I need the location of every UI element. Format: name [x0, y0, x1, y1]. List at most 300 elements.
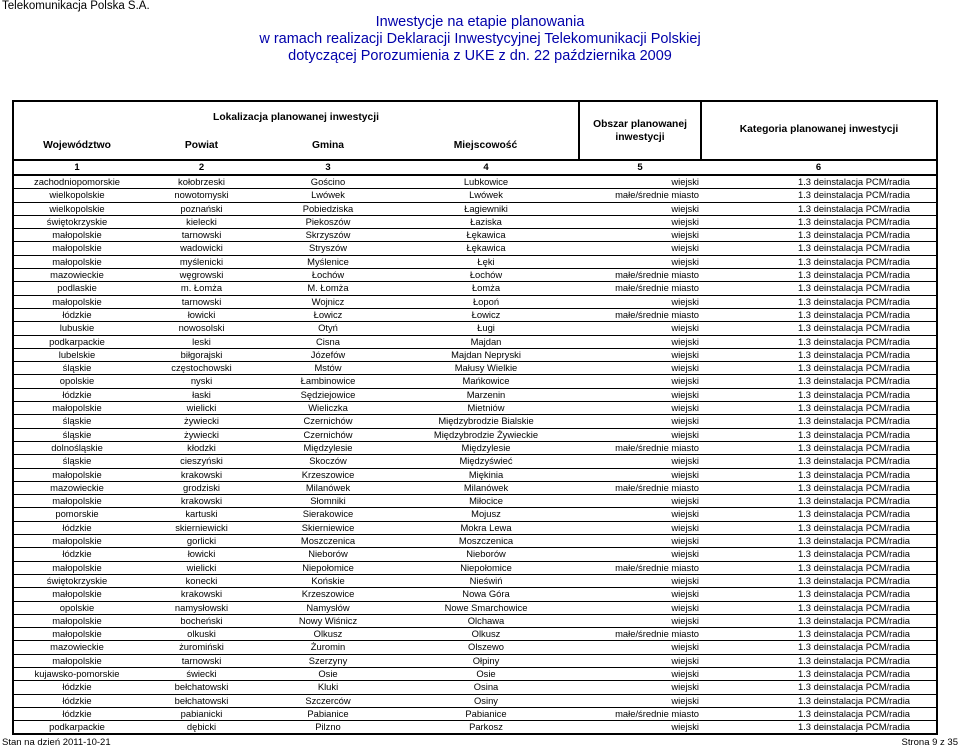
cell-category: 1.3 deinstalacja PCM/radia [701, 322, 937, 335]
cell-commune: Skoczów [263, 455, 393, 468]
cell-locality: Łochów [393, 269, 579, 282]
cell-locality: Ołpiny [393, 654, 579, 667]
cell-area: małe/średnie miasto [579, 269, 701, 282]
cell-voivodeship: podkarpackie [13, 335, 140, 348]
cell-commune: Sierakowice [263, 508, 393, 521]
cell-commune: Słomniki [263, 495, 393, 508]
cell-commune: Mstów [263, 362, 393, 375]
cell-category: 1.3 deinstalacja PCM/radia [701, 654, 937, 667]
cell-area: wiejski [579, 654, 701, 667]
cell-commune: Nowy Wiśnicz [263, 614, 393, 627]
cell-area: wiejski [579, 601, 701, 614]
table-row [13, 495, 937, 508]
table-row [13, 269, 937, 282]
cell-locality: Olkusz [393, 628, 579, 641]
cell-commune: Szczerców [263, 694, 393, 707]
cell-area: wiejski [579, 667, 701, 680]
cell-locality: Międzybrodzie Bialskie [393, 415, 579, 428]
cell-county: kłodzki [140, 441, 263, 454]
cell-commune: Pobiedziska [263, 202, 393, 215]
cell-county: łowicki [140, 548, 263, 561]
cell-commune: Łambinowice [263, 375, 393, 388]
table-row [13, 681, 937, 694]
cell-category: 1.3 deinstalacja PCM/radia [701, 535, 937, 548]
cell-voivodeship: małopolskie [13, 468, 140, 481]
cell-area: wiejski [579, 175, 701, 189]
cell-locality: Pabianice [393, 707, 579, 720]
company-name: Telekomunikacja Polska S.A. [2, 0, 150, 12]
cell-commune: Końskie [263, 574, 393, 587]
cell-area: wiejski [579, 548, 701, 561]
cell-area: wiejski [579, 375, 701, 388]
cell-commune: Sędziejowice [263, 388, 393, 401]
group-header-location: Lokalizacja planowanej inwestycji [13, 101, 579, 134]
cell-voivodeship: pomorskie [13, 508, 140, 521]
cell-locality: Majdan Nepryski [393, 348, 579, 361]
cell-category: 1.3 deinstalacja PCM/radia [701, 441, 937, 454]
cell-voivodeship: małopolskie [13, 628, 140, 641]
cell-locality: Miłocice [393, 495, 579, 508]
investment-table [12, 100, 938, 735]
cell-locality: Małusy Wielkie [393, 362, 579, 375]
cell-locality: Osina [393, 681, 579, 694]
cell-area: wiejski [579, 415, 701, 428]
cell-voivodeship: podlaskie [13, 282, 140, 295]
header-area: Obszar planowanej inwestycji [579, 101, 701, 160]
cell-locality: Marzenin [393, 388, 579, 401]
cell-locality: Nowa Góra [393, 588, 579, 601]
cell-area: wiejski [579, 215, 701, 228]
cell-area: wiejski [579, 242, 701, 255]
cell-commune: Olkusz [263, 628, 393, 641]
cell-locality: Lwówek [393, 189, 579, 202]
table-row [13, 694, 937, 707]
cell-locality: Olszewo [393, 641, 579, 654]
cell-area: wiejski [579, 535, 701, 548]
cell-area: wiejski [579, 229, 701, 242]
cell-locality: Międzybrodzie Żywieckie [393, 428, 579, 441]
cell-category: 1.3 deinstalacja PCM/radia [701, 508, 937, 521]
cell-commune: Piekoszów [263, 215, 393, 228]
table-row [13, 654, 937, 667]
cell-county: myślenicki [140, 255, 263, 268]
cell-area: wiejski [579, 255, 701, 268]
cell-county: gorlicki [140, 535, 263, 548]
cell-area: wiejski [579, 721, 701, 735]
cell-commune: Moszczenica [263, 535, 393, 548]
cell-area: wiejski [579, 495, 701, 508]
cell-category: 1.3 deinstalacja PCM/radia [701, 175, 937, 189]
cell-county: pabianicki [140, 707, 263, 720]
cell-voivodeship: lubelskie [13, 348, 140, 361]
cell-voivodeship: łódzkie [13, 681, 140, 694]
cell-county: wadowicki [140, 242, 263, 255]
cell-category: 1.3 deinstalacja PCM/radia [701, 308, 937, 321]
cell-locality: Lubkowice [393, 175, 579, 189]
cell-commune: Józefów [263, 348, 393, 361]
table-body [13, 175, 937, 734]
cell-area: wiejski [579, 295, 701, 308]
cell-category: 1.3 deinstalacja PCM/radia [701, 215, 937, 228]
table-row [13, 242, 937, 255]
cell-commune: Lwówek [263, 189, 393, 202]
cell-voivodeship: łódzkie [13, 694, 140, 707]
cell-category: 1.3 deinstalacja PCM/radia [701, 455, 937, 468]
cell-commune: Żuromin [263, 641, 393, 654]
cell-locality: Mańkowice [393, 375, 579, 388]
cell-commune: Pilzno [263, 721, 393, 735]
table-row [13, 202, 937, 215]
cell-area: wiejski [579, 508, 701, 521]
table-row [13, 362, 937, 375]
cell-voivodeship: małopolskie [13, 614, 140, 627]
cell-locality: Łopoń [393, 295, 579, 308]
cell-voivodeship: małopolskie [13, 588, 140, 601]
column-number-3: 3 [263, 160, 393, 175]
cell-commune: Gościno [263, 175, 393, 189]
cell-category: 1.3 deinstalacja PCM/radia [701, 614, 937, 627]
cell-locality: Milanówek [393, 481, 579, 494]
cell-locality: Łowicz [393, 308, 579, 321]
cell-category: 1.3 deinstalacja PCM/radia [701, 588, 937, 601]
cell-commune: Pabianice [263, 707, 393, 720]
cell-category: 1.3 deinstalacja PCM/radia [701, 667, 937, 680]
table-row [13, 721, 937, 735]
cell-commune: Milanówek [263, 481, 393, 494]
cell-voivodeship: małopolskie [13, 402, 140, 415]
cell-area: małe/średnie miasto [579, 481, 701, 494]
table-row [13, 175, 937, 189]
table-row [13, 295, 937, 308]
cell-voivodeship: łódzkie [13, 707, 140, 720]
cell-county: żywiecki [140, 428, 263, 441]
cell-commune: Łochów [263, 269, 393, 282]
column-number-2: 2 [140, 160, 263, 175]
table-row [13, 402, 937, 415]
cell-category: 1.3 deinstalacja PCM/radia [701, 481, 937, 494]
cell-county: kartuski [140, 508, 263, 521]
cell-area: wiejski [579, 574, 701, 587]
cell-category: 1.3 deinstalacja PCM/radia [701, 721, 937, 735]
table-row [13, 215, 937, 228]
cell-county: bełchatowski [140, 681, 263, 694]
cell-category: 1.3 deinstalacja PCM/radia [701, 548, 937, 561]
cell-county: nowotomyski [140, 189, 263, 202]
cell-category: 1.3 deinstalacja PCM/radia [701, 681, 937, 694]
cell-category: 1.3 deinstalacja PCM/radia [701, 495, 937, 508]
cell-voivodeship: śląskie [13, 455, 140, 468]
table-row [13, 561, 937, 574]
investment-table-wrapper [12, 100, 936, 735]
cell-voivodeship: małopolskie [13, 242, 140, 255]
cell-locality: Nieświń [393, 574, 579, 587]
cell-category: 1.3 deinstalacja PCM/radia [701, 375, 937, 388]
document-title [0, 14, 960, 65]
cell-area: wiejski [579, 202, 701, 215]
cell-voivodeship: opolskie [13, 601, 140, 614]
cell-category: 1.3 deinstalacja PCM/radia [701, 574, 937, 587]
cell-voivodeship: mazowieckie [13, 641, 140, 654]
cell-commune: Czernichów [263, 428, 393, 441]
table-row [13, 548, 937, 561]
cell-category: 1.3 deinstalacja PCM/radia [701, 388, 937, 401]
cell-county: biłgorajski [140, 348, 263, 361]
cell-category: 1.3 deinstalacja PCM/radia [701, 348, 937, 361]
cell-voivodeship: łódzkie [13, 308, 140, 321]
cell-locality: Łęki [393, 255, 579, 268]
cell-locality: Parkosz [393, 721, 579, 735]
cell-voivodeship: małopolskie [13, 495, 140, 508]
cell-voivodeship: zachodniopomorskie [13, 175, 140, 189]
table-row [13, 441, 937, 454]
table-row [13, 229, 937, 242]
cell-category: 1.3 deinstalacja PCM/radia [701, 561, 937, 574]
cell-locality: Osie [393, 667, 579, 680]
header-locality: Miejscowość [393, 134, 579, 160]
footer-date: Stan na dzień 2011-10-21 [2, 737, 111, 748]
table-row [13, 521, 937, 534]
table-row [13, 481, 937, 494]
cell-locality: Łękawica [393, 242, 579, 255]
cell-county: łaski [140, 388, 263, 401]
cell-locality: Majdan [393, 335, 579, 348]
cell-voivodeship: małopolskie [13, 561, 140, 574]
cell-locality: Łagiewniki [393, 202, 579, 215]
cell-locality: Mojusz [393, 508, 579, 521]
header-category: Kategoria planowanej inwestycji [701, 101, 937, 160]
cell-commune: Namysłów [263, 601, 393, 614]
cell-voivodeship: podkarpackie [13, 721, 140, 735]
table-row [13, 614, 937, 627]
cell-locality: Ługi [393, 322, 579, 335]
cell-voivodeship: małopolskie [13, 295, 140, 308]
cell-locality: Olchawa [393, 614, 579, 627]
table-row [13, 348, 937, 361]
cell-area: wiejski [579, 335, 701, 348]
cell-category: 1.3 deinstalacja PCM/radia [701, 255, 937, 268]
cell-category: 1.3 deinstalacja PCM/radia [701, 402, 937, 415]
cell-county: kołobrzeski [140, 175, 263, 189]
cell-county: krakowski [140, 495, 263, 508]
cell-county: częstochowski [140, 362, 263, 375]
cell-category: 1.3 deinstalacja PCM/radia [701, 468, 937, 481]
cell-county: poznański [140, 202, 263, 215]
table-row [13, 335, 937, 348]
cell-voivodeship: małopolskie [13, 229, 140, 242]
cell-commune: Szerzyny [263, 654, 393, 667]
cell-voivodeship: łódzkie [13, 521, 140, 534]
cell-county: wielicki [140, 561, 263, 574]
cell-county: skierniewicki [140, 521, 263, 534]
cell-area: wiejski [579, 468, 701, 481]
cell-county: grodziski [140, 481, 263, 494]
cell-locality: Łękawica [393, 229, 579, 242]
cell-locality: Międzylesie [393, 441, 579, 454]
cell-commune: Cisna [263, 335, 393, 348]
table-row [13, 282, 937, 295]
cell-county: tarnowski [140, 295, 263, 308]
table-row [13, 588, 937, 601]
header-county: Powiat [184, 140, 219, 152]
cell-voivodeship: mazowieckie [13, 269, 140, 282]
cell-category: 1.3 deinstalacja PCM/radia [701, 362, 937, 375]
cell-area: wiejski [579, 428, 701, 441]
cell-category: 1.3 deinstalacja PCM/radia [701, 601, 937, 614]
table-row [13, 667, 937, 680]
cell-area: wiejski [579, 402, 701, 415]
cell-area: wiejski [579, 362, 701, 375]
cell-locality: Niepołomice [393, 561, 579, 574]
cell-county: konecki [140, 574, 263, 587]
title-line-2: w ramach realizacji Deklaracji Inwestycyjnej Telekomunikacji Polskiej [259, 31, 701, 47]
cell-commune: Stryszów [263, 242, 393, 255]
cell-voivodeship: małopolskie [13, 654, 140, 667]
table-row [13, 535, 937, 548]
table-row [13, 601, 937, 614]
cell-area: wiejski [579, 322, 701, 335]
table-row [13, 375, 937, 388]
cell-locality: Mietniów [393, 402, 579, 415]
cell-area: małe/średnie miasto [579, 189, 701, 202]
table-row [13, 455, 937, 468]
cell-area: wiejski [579, 521, 701, 534]
cell-voivodeship: łódzkie [13, 388, 140, 401]
cell-commune: Łowicz [263, 308, 393, 321]
cell-area: małe/średnie miasto [579, 308, 701, 321]
cell-county: namysłowski [140, 601, 263, 614]
cell-commune: Międzylesie [263, 441, 393, 454]
cell-commune: Wieliczka [263, 402, 393, 415]
cell-voivodeship: świętokrzyskie [13, 574, 140, 587]
cell-county: bełchatowski [140, 694, 263, 707]
cell-area: małe/średnie miasto [579, 628, 701, 641]
cell-county: krakowski [140, 588, 263, 601]
table-row [13, 322, 937, 335]
cell-county: tarnowski [140, 654, 263, 667]
cell-category: 1.3 deinstalacja PCM/radia [701, 295, 937, 308]
cell-category: 1.3 deinstalacja PCM/radia [701, 521, 937, 534]
cell-county: dębicki [140, 721, 263, 735]
footer-page-number: Strona 9 z 35 [901, 737, 958, 748]
cell-commune: Niepołomice [263, 561, 393, 574]
column-number-6: 6 [701, 160, 937, 175]
cell-category: 1.3 deinstalacja PCM/radia [701, 707, 937, 720]
cell-county: żywiecki [140, 415, 263, 428]
table-row [13, 628, 937, 641]
cell-area: małe/średnie miasto [579, 561, 701, 574]
column-number-5: 5 [579, 160, 701, 175]
cell-area: wiejski [579, 388, 701, 401]
cell-county: m. Łomża [140, 282, 263, 295]
cell-commune: Osie [263, 667, 393, 680]
cell-county: łowicki [140, 308, 263, 321]
cell-area: wiejski [579, 348, 701, 361]
cell-voivodeship: wielkopolskie [13, 189, 140, 202]
cell-area: małe/średnie miasto [579, 441, 701, 454]
table-row [13, 707, 937, 720]
cell-commune: Krzeszowice [263, 468, 393, 481]
cell-category: 1.3 deinstalacja PCM/radia [701, 202, 937, 215]
cell-county: żuromiński [140, 641, 263, 654]
cell-area: małe/średnie miasto [579, 707, 701, 720]
cell-county: wielicki [140, 402, 263, 415]
cell-category: 1.3 deinstalacja PCM/radia [701, 189, 937, 202]
column-number-4: 4 [393, 160, 579, 175]
cell-area: wiejski [579, 694, 701, 707]
cell-locality: Łomża [393, 282, 579, 295]
cell-county: leski [140, 335, 263, 348]
table-row [13, 428, 937, 441]
header-commune: Gmina [311, 140, 345, 152]
cell-voivodeship: dolnośląskie [13, 441, 140, 454]
table-row [13, 189, 937, 202]
cell-commune: Skierniewice [263, 521, 393, 534]
cell-commune: Otyń [263, 322, 393, 335]
cell-category: 1.3 deinstalacja PCM/radia [701, 242, 937, 255]
cell-voivodeship: wielkopolskie [13, 202, 140, 215]
table-row [13, 468, 937, 481]
cell-locality: Moszczenica [393, 535, 579, 548]
cell-locality: Miękinia [393, 468, 579, 481]
cell-county: świecki [140, 667, 263, 680]
cell-voivodeship: mazowieckie [13, 481, 140, 494]
table-row [13, 508, 937, 521]
cell-commune: Krzeszowice [263, 588, 393, 601]
cell-voivodeship: śląskie [13, 415, 140, 428]
cell-area: wiejski [579, 455, 701, 468]
cell-commune: Czernichów [263, 415, 393, 428]
cell-category: 1.3 deinstalacja PCM/radia [701, 428, 937, 441]
table-row [13, 574, 937, 587]
cell-category: 1.3 deinstalacja PCM/radia [701, 694, 937, 707]
cell-area: wiejski [579, 681, 701, 694]
cell-locality: Nieborów [393, 548, 579, 561]
table-row [13, 255, 937, 268]
title-line-3: dotyczącej Porozumienia z UKE z dn. 22 października 2009 [288, 48, 672, 64]
cell-locality: Nowe Smarchowice [393, 601, 579, 614]
cell-voivodeship: małopolskie [13, 255, 140, 268]
cell-locality: Osiny [393, 694, 579, 707]
cell-county: tarnowski [140, 229, 263, 242]
title-line-1: Inwestycje na etapie planowania [375, 14, 585, 30]
table-row [13, 415, 937, 428]
cell-category: 1.3 deinstalacja PCM/radia [701, 641, 937, 654]
cell-category: 1.3 deinstalacja PCM/radia [701, 628, 937, 641]
cell-locality: Międzyświeć [393, 455, 579, 468]
cell-voivodeship: śląskie [13, 428, 140, 441]
table-row [13, 641, 937, 654]
cell-voivodeship: opolskie [13, 375, 140, 388]
cell-county: kielecki [140, 215, 263, 228]
cell-county: olkuski [140, 628, 263, 641]
cell-county: bocheński [140, 614, 263, 627]
cell-county: cieszyński [140, 455, 263, 468]
cell-area: małe/średnie miasto [579, 282, 701, 295]
cell-category: 1.3 deinstalacja PCM/radia [701, 415, 937, 428]
cell-voivodeship: lubuskie [13, 322, 140, 335]
cell-commune: Wojnicz [263, 295, 393, 308]
cell-locality: Łaziska [393, 215, 579, 228]
cell-county: nowosolski [140, 322, 263, 335]
cell-commune: Kluki [263, 681, 393, 694]
cell-county: nyski [140, 375, 263, 388]
cell-voivodeship: małopolskie [13, 535, 140, 548]
cell-category: 1.3 deinstalacja PCM/radia [701, 269, 937, 282]
cell-county: węgrowski [140, 269, 263, 282]
cell-category: 1.3 deinstalacja PCM/radia [701, 282, 937, 295]
table-row [13, 308, 937, 321]
cell-commune: Myślenice [263, 255, 393, 268]
